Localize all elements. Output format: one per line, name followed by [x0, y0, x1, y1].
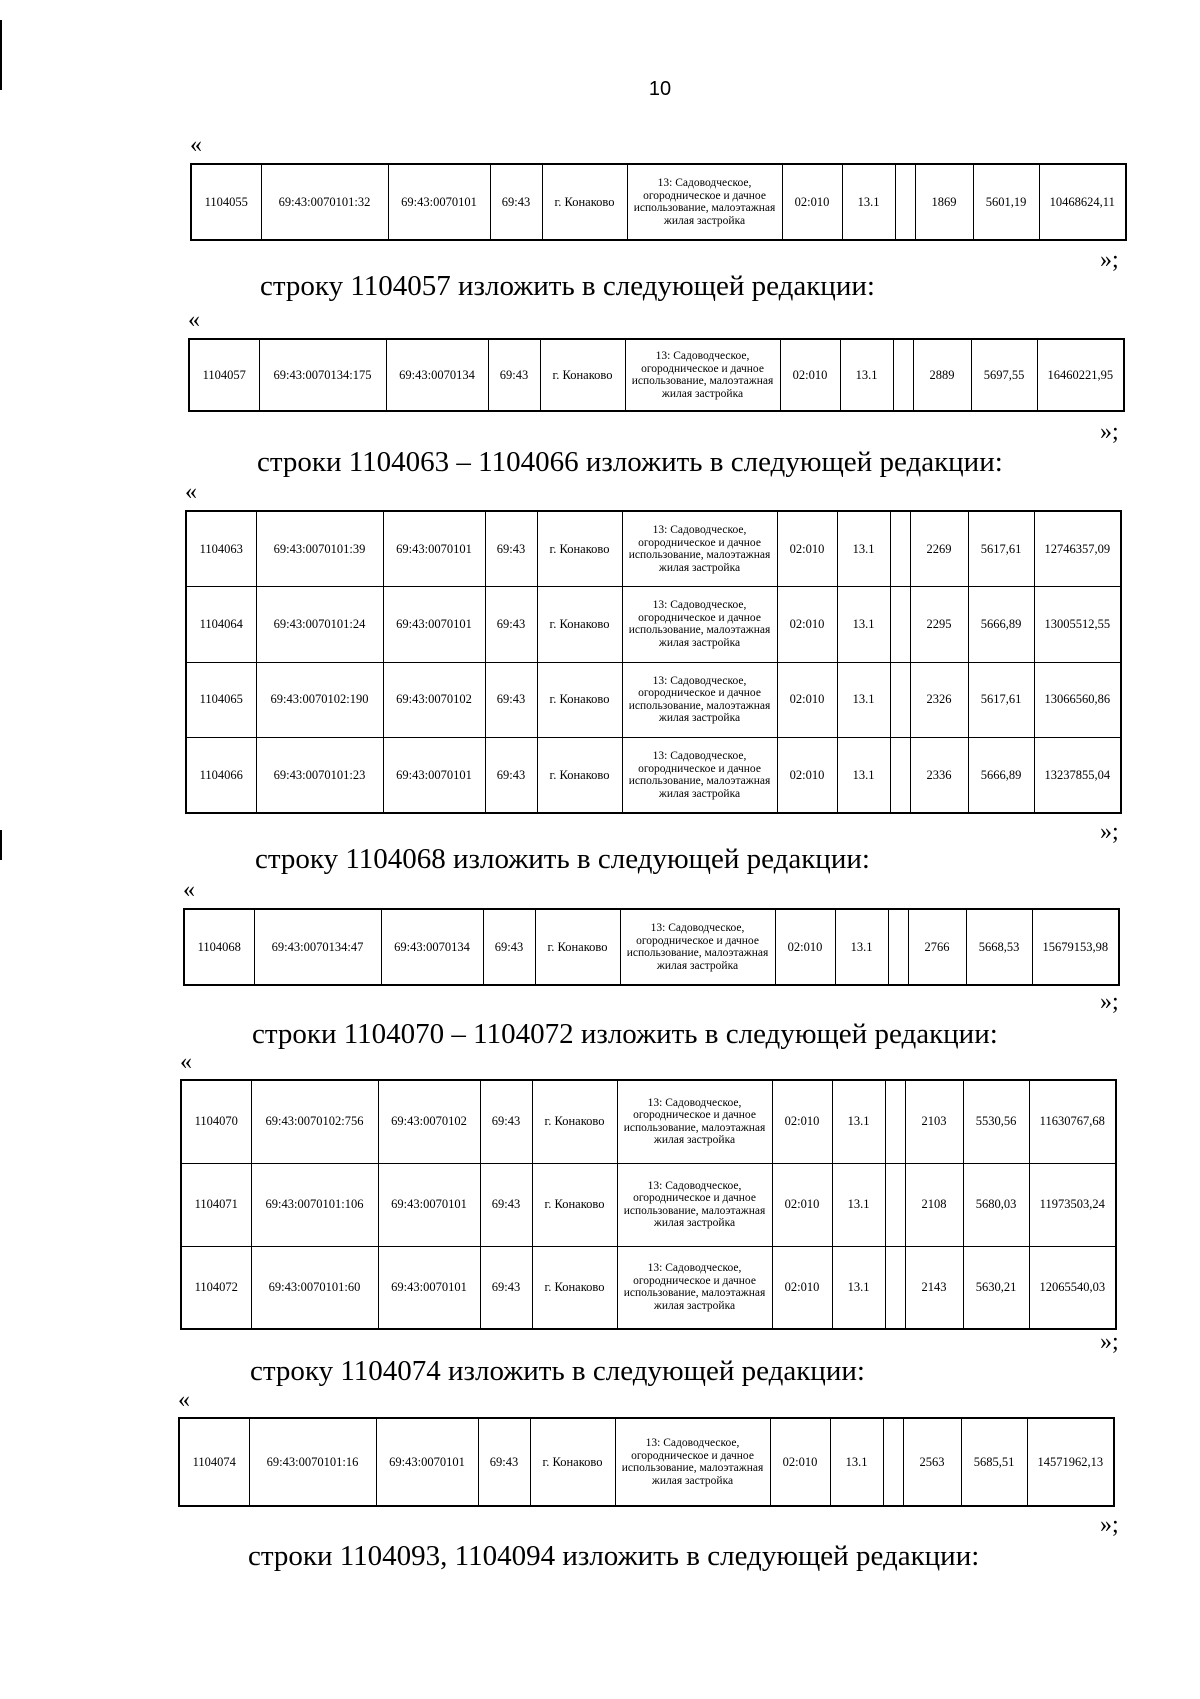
cell-code: 02:010 — [772, 1246, 832, 1329]
cell-extra — [885, 1246, 905, 1329]
cell-locality: г. Конаково — [537, 662, 622, 738]
cell-use: 13: Садоводческое, огородническое и дачное использование, малоэтажная жилая застройка — [627, 164, 782, 240]
cell-locality: г. Конаково — [537, 511, 622, 587]
cell-use: 13: Садоводческое, огородническое и дачное использование, малоэтажная жилая застройка — [622, 511, 777, 587]
cell-extra — [893, 339, 913, 411]
cell-cadastral: 69:43:0070101:60 — [251, 1246, 378, 1329]
cell-extra — [890, 511, 910, 587]
closing-quote: »; — [1100, 1329, 1119, 1355]
cell-district: 69:43 — [480, 1163, 532, 1246]
cell-quarter: 69:43:0070101 — [378, 1246, 480, 1329]
cell-upks: 5630,21 — [963, 1246, 1029, 1329]
table-row — [189, 339, 1124, 411]
cell-quarter: 69:43:0070134 — [381, 909, 483, 985]
cell-quarter: 69:43:0070101 — [388, 164, 490, 240]
table-row — [186, 738, 1121, 814]
cell-code: 02:010 — [777, 511, 837, 587]
cell-quarter: 69:43:0070101 — [383, 738, 485, 814]
cell-locality: г. Конаково — [532, 1246, 617, 1329]
cell-code: 02:010 — [777, 587, 837, 663]
cell-group: 13.1 — [840, 339, 893, 411]
amendment-table — [188, 338, 1125, 412]
margin-mark — [0, 20, 2, 90]
cell-id: 1104063 — [186, 511, 256, 587]
cell-id: 1104066 — [186, 738, 256, 814]
cell-value: 15679153,98 — [1032, 909, 1119, 985]
cell-district: 69:43 — [490, 164, 542, 240]
cell-code: 02:010 — [772, 1163, 832, 1246]
cell-group: 13.1 — [837, 738, 890, 814]
amendment-table — [185, 510, 1122, 814]
cell-value: 16460221,95 — [1037, 339, 1124, 411]
cell-locality: г. Конаково — [540, 339, 625, 411]
cell-district: 69:43 — [485, 738, 537, 814]
table-row — [181, 1080, 1116, 1163]
cell-quarter: 69:43:0070102 — [383, 662, 485, 738]
cell-id: 1104057 — [189, 339, 259, 411]
cell-use: 13: Садоводческое, огородническое и дачное использование, малоэтажная жилая застройка — [622, 587, 777, 663]
cell-group: 13.1 — [837, 662, 890, 738]
closing-quote: »; — [1100, 1512, 1119, 1538]
cell-district: 69:43 — [478, 1418, 530, 1506]
cell-area: 2108 — [905, 1163, 963, 1246]
cell-area: 2563 — [903, 1418, 961, 1506]
cell-value: 11973503,24 — [1029, 1163, 1116, 1246]
cell-group: 13.1 — [842, 164, 895, 240]
page-number: 10 — [648, 78, 672, 100]
section-instruction: строку 1104057 изложить в следующей редакции: — [260, 270, 875, 302]
cell-code: 02:010 — [777, 738, 837, 814]
amendment-table — [178, 1417, 1115, 1507]
cell-area: 1869 — [915, 164, 973, 240]
cell-use: 13: Садоводческое, огородническое и дачное использование, малоэтажная жилая застройка — [617, 1080, 772, 1163]
cell-district: 69:43 — [485, 511, 537, 587]
cell-id: 1104068 — [184, 909, 254, 985]
cell-id: 1104055 — [191, 164, 261, 240]
cell-upks: 5668,53 — [966, 909, 1032, 985]
opening-quote: « — [183, 877, 195, 903]
cell-cadastral: 69:43:0070101:23 — [256, 738, 383, 814]
cell-area: 2103 — [905, 1080, 963, 1163]
cell-district: 69:43 — [485, 662, 537, 738]
cell-use: 13: Садоводческое, огородническое и дачное использование, малоэтажная жилая застройка — [622, 662, 777, 738]
cell-cadastral: 69:43:0070101:106 — [251, 1163, 378, 1246]
cell-district: 69:43 — [480, 1246, 532, 1329]
opening-quote: « — [190, 132, 202, 158]
cell-upks: 5617,61 — [968, 511, 1034, 587]
cell-code: 02:010 — [780, 339, 840, 411]
cell-id: 1104072 — [181, 1246, 251, 1329]
cell-extra — [890, 738, 910, 814]
table-row — [181, 1163, 1116, 1246]
cell-id: 1104074 — [179, 1418, 249, 1506]
cell-upks: 5680,03 — [963, 1163, 1029, 1246]
cell-area: 2269 — [910, 511, 968, 587]
cell-use: 13: Садоводческое, огородническое и дачное использование, малоэтажная жилая застройка — [615, 1418, 770, 1506]
table-row — [184, 909, 1119, 985]
cell-upks: 5601,19 — [973, 164, 1039, 240]
amendment-table — [183, 908, 1120, 986]
cell-locality: г. Конаково — [535, 909, 620, 985]
table-row — [191, 164, 1126, 240]
cell-cadastral: 69:43:0070102:756 — [251, 1080, 378, 1163]
cell-district: 69:43 — [483, 909, 535, 985]
cell-value: 13066560,86 — [1034, 662, 1121, 738]
cell-group: 13.1 — [832, 1080, 885, 1163]
cell-extra — [888, 909, 908, 985]
cell-use: 13: Садоводческое, огородническое и дачное использование, малоэтажная жилая застройка — [617, 1246, 772, 1329]
cell-code: 02:010 — [777, 662, 837, 738]
cell-value: 13237855,04 — [1034, 738, 1121, 814]
cell-cadastral: 69:43:0070134:47 — [254, 909, 381, 985]
cell-area: 2326 — [910, 662, 968, 738]
cell-group: 13.1 — [832, 1163, 885, 1246]
cell-use: 13: Садоводческое, огородническое и дачное использование, малоэтажная жилая застройка — [622, 738, 777, 814]
cell-district: 69:43 — [485, 587, 537, 663]
cell-extra — [890, 662, 910, 738]
cell-area: 2889 — [913, 339, 971, 411]
amendment-table — [180, 1079, 1117, 1330]
cell-value: 12065540,03 — [1029, 1246, 1116, 1329]
cell-id: 1104071 — [181, 1163, 251, 1246]
table-row — [186, 511, 1121, 587]
cell-locality: г. Конаково — [537, 738, 622, 814]
cell-locality: г. Конаково — [530, 1418, 615, 1506]
cell-value: 13005512,55 — [1034, 587, 1121, 663]
table-row — [181, 1246, 1116, 1329]
cell-area: 2336 — [910, 738, 968, 814]
section-instruction: строки 1104070 – 1104072 изложить в следующей редакции: — [252, 1018, 998, 1050]
cell-upks: 5697,55 — [971, 339, 1037, 411]
cell-cadastral: 69:43:0070101:32 — [261, 164, 388, 240]
cell-group: 13.1 — [837, 587, 890, 663]
closing-quote: »; — [1100, 819, 1119, 845]
cell-upks: 5666,89 — [968, 587, 1034, 663]
closing-quote: »; — [1100, 419, 1119, 445]
opening-quote: « — [185, 479, 197, 505]
cell-extra — [883, 1418, 903, 1506]
cell-cadastral: 69:43:0070101:16 — [249, 1418, 376, 1506]
closing-quote: »; — [1100, 247, 1119, 273]
cell-group: 13.1 — [837, 511, 890, 587]
table-row — [179, 1418, 1114, 1506]
cell-code: 02:010 — [770, 1418, 830, 1506]
table-row — [186, 587, 1121, 663]
cell-cadastral: 69:43:0070101:24 — [256, 587, 383, 663]
table-row — [186, 662, 1121, 738]
cell-upks: 5530,56 — [963, 1080, 1029, 1163]
cell-code: 02:010 — [772, 1080, 832, 1163]
cell-upks: 5685,51 — [961, 1418, 1027, 1506]
cell-extra — [885, 1163, 905, 1246]
cell-group: 13.1 — [835, 909, 888, 985]
cell-cadastral: 69:43:0070101:39 — [256, 511, 383, 587]
cell-quarter: 69:43:0070101 — [383, 587, 485, 663]
opening-quote: « — [180, 1049, 192, 1075]
cell-upks: 5617,61 — [968, 662, 1034, 738]
cell-group: 13.1 — [830, 1418, 883, 1506]
cell-area: 2143 — [905, 1246, 963, 1329]
cell-use: 13: Садоводческое, огородническое и дачное использование, малоэтажная жилая застройка — [625, 339, 780, 411]
section-instruction: строку 1104074 изложить в следующей редакции: — [250, 1355, 865, 1387]
opening-quote: « — [188, 307, 200, 333]
cell-quarter: 69:43:0070101 — [378, 1163, 480, 1246]
cell-value: 14571962,13 — [1027, 1418, 1114, 1506]
cell-quarter: 69:43:0070102 — [378, 1080, 480, 1163]
cell-extra — [890, 587, 910, 663]
cell-id: 1104070 — [181, 1080, 251, 1163]
cell-locality: г. Конаково — [532, 1163, 617, 1246]
cell-locality: г. Конаково — [537, 587, 622, 663]
cell-locality: г. Конаково — [532, 1080, 617, 1163]
cell-id: 1104064 — [186, 587, 256, 663]
cell-area: 2295 — [910, 587, 968, 663]
cell-upks: 5666,89 — [968, 738, 1034, 814]
closing-quote: »; — [1100, 989, 1119, 1015]
cell-code: 02:010 — [775, 909, 835, 985]
amendment-table — [190, 163, 1127, 241]
margin-mark — [0, 830, 2, 860]
cell-value: 11630767,68 — [1029, 1080, 1116, 1163]
section-instruction: строку 1104068 изложить в следующей редакции: — [255, 843, 870, 875]
cell-extra — [895, 164, 915, 240]
cell-quarter: 69:43:0070134 — [386, 339, 488, 411]
cell-district: 69:43 — [488, 339, 540, 411]
cell-quarter: 69:43:0070101 — [376, 1418, 478, 1506]
cell-cadastral: 69:43:0070134:175 — [259, 339, 386, 411]
cell-use: 13: Садоводческое, огородническое и дачное использование, малоэтажная жилая застройка — [620, 909, 775, 985]
cell-value: 10468624,11 — [1039, 164, 1126, 240]
cell-locality: г. Конаково — [542, 164, 627, 240]
cell-extra — [885, 1080, 905, 1163]
cell-district: 69:43 — [480, 1080, 532, 1163]
cell-use: 13: Садоводческое, огородническое и дачное использование, малоэтажная жилая застройка — [617, 1163, 772, 1246]
final-instruction: строки 1104093, 1104094 изложить в следующей редакции: — [248, 1540, 980, 1572]
cell-cadastral: 69:43:0070102:190 — [256, 662, 383, 738]
cell-area: 2766 — [908, 909, 966, 985]
cell-code: 02:010 — [782, 164, 842, 240]
section-instruction: строки 1104063 – 1104066 изложить в следующей редакции: — [257, 446, 1003, 478]
cell-id: 1104065 — [186, 662, 256, 738]
cell-value: 12746357,09 — [1034, 511, 1121, 587]
cell-quarter: 69:43:0070101 — [383, 511, 485, 587]
opening-quote: « — [178, 1387, 190, 1413]
cell-group: 13.1 — [832, 1246, 885, 1329]
